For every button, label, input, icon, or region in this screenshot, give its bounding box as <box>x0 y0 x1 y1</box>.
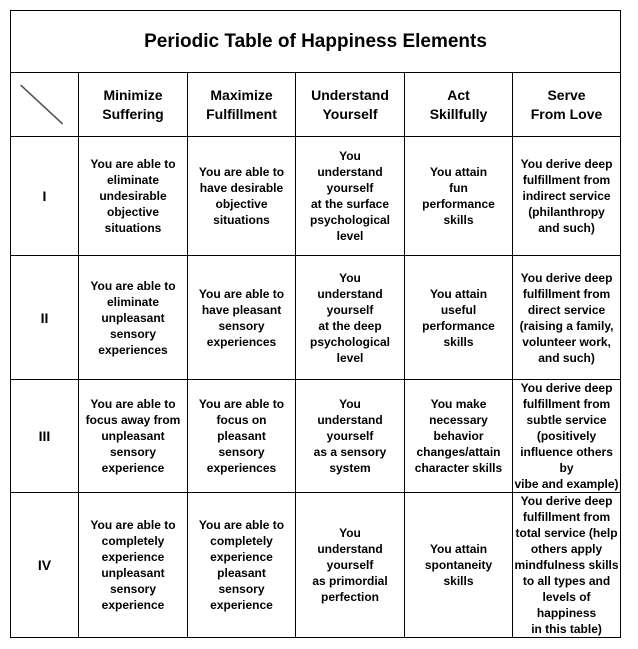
row-label: II <box>11 256 79 380</box>
table-cell: You are able to have desirable objective situations <box>188 137 296 256</box>
table-cell: You are able to focus away from unpleasant sensory experience <box>79 380 188 493</box>
table-row-level-2 <box>11 256 621 380</box>
table-cell: You attain spontaneity skills <box>405 493 513 638</box>
table-row-level-3 <box>11 380 621 493</box>
column-header-understand-yourself: Understand Yourself <box>296 73 405 137</box>
row-label: III <box>11 380 79 493</box>
table-cell: You derive deep fulfillment from total service (help others apply mindfulness skills to all types and levels of happiness in this table) <box>513 493 621 638</box>
table-cell: You understand yourself as a sensory system <box>296 380 405 493</box>
table-row-level-1 <box>11 137 621 256</box>
column-header-act-skillfully: Act Skillfully <box>405 73 513 137</box>
column-header-maximize-fulfillment: Maximize Fulfillment <box>188 73 296 137</box>
table-cell: You attain useful performance skills <box>405 256 513 380</box>
row-label: I <box>11 137 79 256</box>
table-cell: You are able to eliminate undesirable objective situations <box>79 137 188 256</box>
periodic-table <box>10 10 621 638</box>
table-cell: You understand yourself at the surface psychological level <box>296 137 405 256</box>
column-header-serve-from-love: Serve From Love <box>513 73 621 137</box>
row-label: IV <box>11 493 79 638</box>
table-cell: You make necessary behavior changes/attain character skills <box>405 380 513 493</box>
table-cell: You attain fun performance skills <box>405 137 513 256</box>
table-cell: You derive deep fulfillment from indirect service (philanthropy and such) <box>513 137 621 256</box>
happiness-table-frame <box>10 10 620 635</box>
table-cell: You are able to focus on pleasant sensory experiences <box>188 380 296 493</box>
table-title: Periodic Table of Happiness Elements <box>11 11 621 73</box>
table-cell: You are able to completely experience unpleasant sensory experience <box>79 493 188 638</box>
table-cell: You derive deep fulfillment from direct service (raising a family, volunteer work, and such) <box>513 256 621 380</box>
table-cell: You are able to have pleasant sensory experiences <box>188 256 296 380</box>
corner-cell <box>11 73 79 137</box>
table-cell: You understand yourself as primordial perfection <box>296 493 405 638</box>
diagonal-slash-icon <box>12 73 77 136</box>
table-row-level-4 <box>11 493 621 638</box>
column-header-minimize-suffering: Minimize Suffering <box>79 73 188 137</box>
table-cell: You are able to completely experience pleasant sensory experience <box>188 493 296 638</box>
table-cell: You are able to eliminate unpleasant sensory experiences <box>79 256 188 380</box>
table-cell: You understand yourself at the deep psychological level <box>296 256 405 380</box>
table-cell: You derive deep fulfillment from subtle service (positively influence others by vibe and example) <box>513 380 621 493</box>
